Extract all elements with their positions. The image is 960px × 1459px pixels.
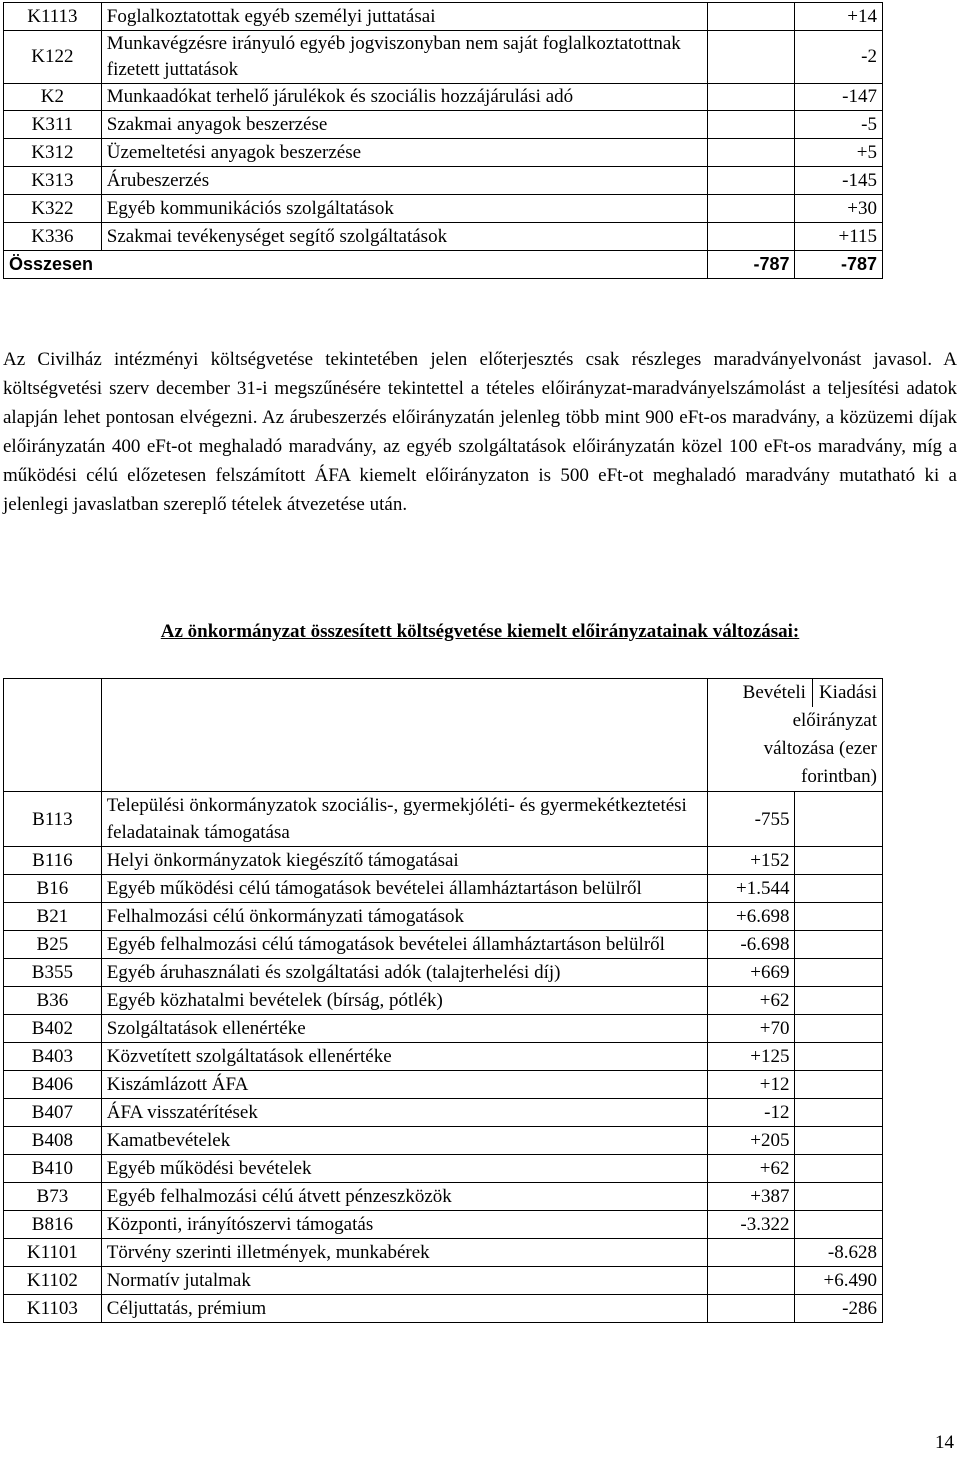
table-row xyxy=(4,1071,883,1099)
table-row xyxy=(4,847,883,875)
row-code: B116 xyxy=(4,847,102,875)
row-description: Közvetített szolgáltatások ellenértéke xyxy=(101,1043,707,1071)
row-expense xyxy=(795,1043,883,1071)
row-code: K1103 xyxy=(4,1295,102,1323)
row-value-2: +5 xyxy=(795,139,883,167)
row-expense: -8.628 xyxy=(795,1239,883,1267)
row-description: Üzemeltetési anyagok beszerzése xyxy=(101,139,707,167)
row-value-2: +115 xyxy=(795,223,883,251)
row-revenue xyxy=(708,1239,795,1267)
row-description: Egyéb felhalmozási célú támogatások bevételei államháztartáson belülről xyxy=(101,931,707,959)
budget-changes-table-2 xyxy=(3,678,883,1323)
row-code: B25 xyxy=(4,931,102,959)
row-expense xyxy=(795,1211,883,1239)
row-description: Árubeszerzés xyxy=(101,167,707,195)
row-code: B113 xyxy=(4,792,102,847)
table-row xyxy=(4,1183,883,1211)
row-value-2: +30 xyxy=(795,195,883,223)
row-description: Normatív jutalmak xyxy=(101,1267,707,1295)
row-description: Egyéb működési célú támogatások bevételei államháztartáson belülről xyxy=(101,875,707,903)
header-desc-cell xyxy=(101,679,707,792)
row-revenue: +205 xyxy=(708,1127,795,1155)
row-value-1 xyxy=(708,223,795,251)
table-row xyxy=(4,931,883,959)
row-value-2: -147 xyxy=(795,84,883,111)
row-code: B73 xyxy=(4,1183,102,1211)
row-code: K311 xyxy=(4,111,102,139)
row-description: Egyéb közhatalmi bevételek (bírság, pótlék) xyxy=(101,987,707,1015)
row-value-1 xyxy=(708,167,795,195)
row-revenue: -6.698 xyxy=(708,931,795,959)
table-row xyxy=(4,792,883,847)
row-expense xyxy=(795,903,883,931)
row-value-1 xyxy=(708,111,795,139)
row-value-2: +14 xyxy=(795,3,883,31)
row-revenue: -3.322 xyxy=(708,1211,795,1239)
row-revenue: -755 xyxy=(708,792,795,847)
row-description: Munkavégzésre irányuló egyéb jogviszonyban nem saját foglalkoztatottnak fizetett juttatások xyxy=(101,31,707,84)
row-code: B816 xyxy=(4,1211,102,1239)
table-row xyxy=(4,875,883,903)
row-description: Kamatbevételek xyxy=(101,1127,707,1155)
table-row xyxy=(4,1043,883,1071)
row-code: K1102 xyxy=(4,1267,102,1295)
row-description: Szolgáltatások ellenértéke xyxy=(101,1015,707,1043)
header-code-cell xyxy=(4,679,102,792)
table-row xyxy=(4,1211,883,1239)
row-code: B402 xyxy=(4,1015,102,1043)
row-revenue: +12 xyxy=(708,1071,795,1099)
table-row xyxy=(4,139,883,167)
row-expense xyxy=(795,1127,883,1155)
row-revenue: +62 xyxy=(708,1155,795,1183)
table-row xyxy=(4,223,883,251)
row-revenue: +669 xyxy=(708,959,795,987)
row-expense xyxy=(795,1155,883,1183)
row-code: B403 xyxy=(4,1043,102,1071)
table-row xyxy=(4,903,883,931)
row-expense xyxy=(795,1099,883,1127)
row-description: Felhalmozási célú önkormányzati támogatások xyxy=(101,903,707,931)
row-value-2: -2 xyxy=(795,31,883,84)
row-revenue: +152 xyxy=(708,847,795,875)
row-description: Egyéb kommunikációs szolgáltatások xyxy=(101,195,707,223)
table-row xyxy=(4,3,883,31)
table-header-row xyxy=(4,679,883,792)
row-description: Munkaadókat terhelő járulékok és szociális hozzájárulási adó xyxy=(101,84,707,111)
explanation-paragraph: Az Civilház intézményi költségvetése tekintetében jelen előterjesztés csak részleges maradványelvonást javasol. A költségvetési szerv december 31-i megszűnésére tekintettel a tételes előirányzat-maradványelszámolást a teljesítési adatok alapján lehet pontosan elvégezni. Az árubeszerzés előirányzatán jelenleg több mint 900 eFt-os maradvány, a közüzemi díjak előirányzatán 400 eFt-ot meghaladó maradvány, az egyéb szolgáltatások előirányzatán közel 100 eFt-os maradvány, míg a működési célú előzetesen felszámított ÁFA kiemelt előirányzaton is 500 eFt-ot meghaladó maradvány mutatható ki a jelenlegi javaslatban szereplő tételek átvezetése után. xyxy=(3,349,957,515)
row-revenue: +6.698 xyxy=(708,903,795,931)
row-expense xyxy=(795,1183,883,1211)
row-description: Központi, irányítószervi támogatás xyxy=(101,1211,707,1239)
row-code: K1113 xyxy=(4,3,102,31)
row-code: B410 xyxy=(4,1155,102,1183)
table-row xyxy=(4,1239,883,1267)
row-revenue: +387 xyxy=(708,1183,795,1211)
row-expense xyxy=(795,959,883,987)
total-row xyxy=(4,251,883,279)
row-revenue: +125 xyxy=(708,1043,795,1071)
row-description: Törvény szerinti illetmények, munkabérek xyxy=(101,1239,707,1267)
budget-changes-table-1 xyxy=(3,2,883,279)
row-description: Céljuttatás, prémium xyxy=(101,1295,707,1323)
total-col1: -787 xyxy=(708,251,795,279)
header-values-cell xyxy=(708,679,883,792)
table-row xyxy=(4,987,883,1015)
row-value-2: -145 xyxy=(795,167,883,195)
header-bevetel: Bevételi xyxy=(742,682,806,703)
row-revenue: +62 xyxy=(708,987,795,1015)
row-code: B21 xyxy=(4,903,102,931)
row-code: K1101 xyxy=(4,1239,102,1267)
row-code: K313 xyxy=(4,167,102,195)
row-value-1 xyxy=(708,31,795,84)
section-heading: Az önkormányzat összesített költségvetése kiemelt előirányzatainak változásai: xyxy=(160,621,800,642)
row-code: K312 xyxy=(4,139,102,167)
total-label: Összesen xyxy=(4,251,708,279)
row-value-2: -5 xyxy=(795,111,883,139)
row-value-1 xyxy=(708,139,795,167)
row-code: K336 xyxy=(4,223,102,251)
table-row xyxy=(4,959,883,987)
table-row xyxy=(4,167,883,195)
row-expense xyxy=(795,931,883,959)
row-description: Egyéb felhalmozási célú átvett pénzeszközök xyxy=(101,1183,707,1211)
row-revenue: -12 xyxy=(708,1099,795,1127)
row-revenue xyxy=(708,1295,795,1323)
row-code: K122 xyxy=(4,31,102,84)
table-row xyxy=(4,1015,883,1043)
table-row xyxy=(4,1295,883,1323)
row-revenue: +1.544 xyxy=(708,875,795,903)
total-col2: -787 xyxy=(795,251,883,279)
row-description: Kiszámlázott ÁFA xyxy=(101,1071,707,1099)
row-expense xyxy=(795,1071,883,1099)
row-expense xyxy=(795,987,883,1015)
row-code: K322 xyxy=(4,195,102,223)
row-value-1 xyxy=(708,3,795,31)
row-expense: +6.490 xyxy=(795,1267,883,1295)
row-code: B407 xyxy=(4,1099,102,1127)
row-code: K2 xyxy=(4,84,102,111)
header-kiadas: Kiadási xyxy=(812,679,877,707)
row-code: B16 xyxy=(4,875,102,903)
row-description: Egyéb működési bevételek xyxy=(101,1155,707,1183)
row-revenue: +70 xyxy=(708,1015,795,1043)
table-row xyxy=(4,1099,883,1127)
row-description: Szakmai anyagok beszerzése xyxy=(101,111,707,139)
row-description: Szakmai tevékenységet segítő szolgáltatások xyxy=(101,223,707,251)
row-expense xyxy=(795,1015,883,1043)
row-code: B406 xyxy=(4,1071,102,1099)
row-description: Települési önkormányzatok szociális-, gyermekjóléti- és gyermekétkeztetési feladatainak támogatása xyxy=(101,792,707,847)
row-description: ÁFA visszatérítések xyxy=(101,1099,707,1127)
header-note: előirányzat változása (ezer forintban) xyxy=(763,710,877,787)
table-row xyxy=(4,111,883,139)
row-code: B408 xyxy=(4,1127,102,1155)
row-expense: -286 xyxy=(795,1295,883,1323)
table-row xyxy=(4,1127,883,1155)
table-row xyxy=(4,84,883,111)
row-description: Helyi önkormányzatok kiegészítő támogatásai xyxy=(101,847,707,875)
row-revenue xyxy=(708,1267,795,1295)
row-description: Foglalkoztatottak egyéb személyi juttatásai xyxy=(101,3,707,31)
row-value-1 xyxy=(708,84,795,111)
row-value-1 xyxy=(708,195,795,223)
table-row xyxy=(4,195,883,223)
row-code: B355 xyxy=(4,959,102,987)
row-code: B36 xyxy=(4,987,102,1015)
row-expense xyxy=(795,847,883,875)
table-row xyxy=(4,1267,883,1295)
row-expense xyxy=(795,875,883,903)
row-description: Egyéb áruhasználati és szolgáltatási adók (talajterhelési díj) xyxy=(101,959,707,987)
table-row xyxy=(4,31,883,84)
table-row xyxy=(4,1155,883,1183)
page-number: 14 xyxy=(935,1432,954,1453)
row-expense xyxy=(795,792,883,847)
